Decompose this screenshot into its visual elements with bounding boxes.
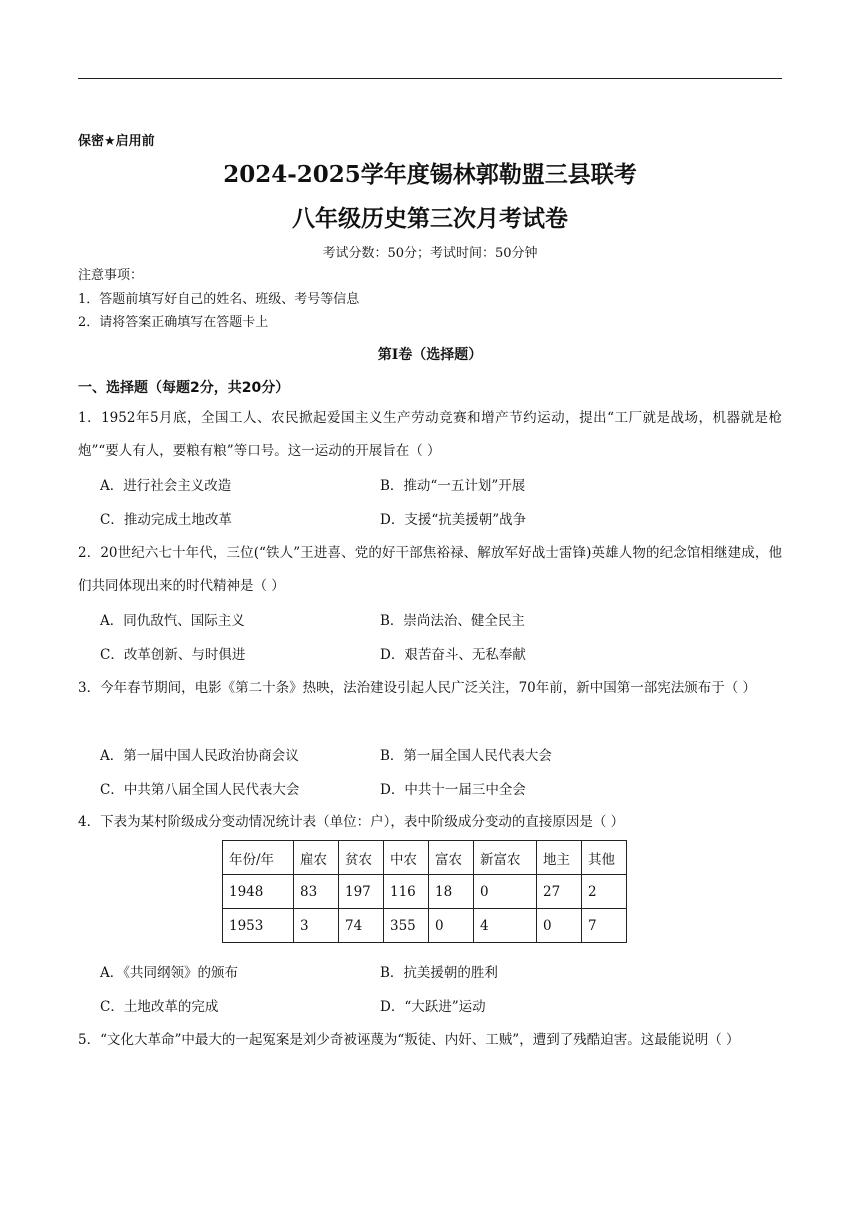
table-header-cell: 新富农 bbox=[474, 841, 537, 875]
question-4-option-d[interactable]: D．“大跃进”运动 bbox=[380, 999, 486, 1015]
table-header-cell: 雇农 bbox=[294, 841, 339, 875]
table-cell: 7 bbox=[582, 909, 627, 943]
question-1-option-d[interactable]: D．支援“抗美援朝”战争 bbox=[380, 512, 527, 528]
question-2-option-b[interactable]: B．崇尚法治、健全民主 bbox=[380, 613, 525, 629]
table-header-cell: 其他 bbox=[582, 841, 627, 875]
table-cell: 1948 bbox=[223, 875, 294, 909]
table-header-cell: 富农 bbox=[429, 841, 474, 875]
question-4-option-b[interactable]: B．抗美援朝的胜利 bbox=[380, 965, 498, 981]
header-rule bbox=[78, 78, 782, 79]
question-5-stem: 5．“文化大革命”中最大的一起冤案是刘少奇被诬蔑为“叛徒、内奸、工贼”，遭到了残酷迫害。这最能说明（ ） bbox=[78, 1032, 740, 1048]
table-header-cell: 贫农 bbox=[339, 841, 384, 875]
question-2-option-c[interactable]: C．改革创新、与时俱进 bbox=[100, 647, 246, 663]
question-1-stem: 1．1952年5月底，全国工人、农民掀起爱国主义生产劳动竞赛和增产节约运动，提出“工厂就是战场，机器就是枪炮”“要人有人，要粮有粮”等口号。这一运动的开展旨在（ ） bbox=[78, 410, 782, 459]
table-cell: 116 bbox=[384, 875, 429, 909]
table-cell: 0 bbox=[429, 909, 474, 943]
table-cell: 4 bbox=[474, 909, 537, 943]
table-row bbox=[223, 875, 627, 909]
question-4-stem: 4．下表为某村阶级成分变动情况统计表（单位：户），表中阶级成分变动的直接原因是（ ） bbox=[78, 814, 625, 830]
part-title: 一、选择题（每题2分，共20分） bbox=[78, 380, 290, 396]
question-1-option-c[interactable]: C．推动完成土地改革 bbox=[100, 512, 232, 528]
notes-heading: 注意事项： bbox=[78, 268, 144, 283]
table-header-cell: 中农 bbox=[384, 841, 429, 875]
question-3-option-b[interactable]: B．第一届全国人民代表大会 bbox=[380, 748, 552, 764]
question-2-option-a[interactable]: A．同仇敌忾、国际主义 bbox=[100, 613, 245, 629]
table-cell: 0 bbox=[474, 875, 537, 909]
question-3-stem: 3．今年春节期间，电影《第二十条》热映，法治建设引起人民广泛关注，70年前，新中国第一部宪法颁布于（ ） bbox=[78, 680, 757, 696]
table-header-cell: 年份/年 bbox=[223, 841, 294, 875]
table-row bbox=[223, 909, 627, 943]
question-4-option-a[interactable]: A．《共同纲领》的颁布 bbox=[100, 965, 238, 981]
table-cell: 18 bbox=[429, 875, 474, 909]
question-3-option-c[interactable]: C．中共第八届全国人民代表大会 bbox=[100, 782, 300, 798]
table-cell: 3 bbox=[294, 909, 339, 943]
table-header-row bbox=[223, 841, 627, 875]
table-cell: 74 bbox=[339, 909, 384, 943]
table-cell: 197 bbox=[339, 875, 384, 909]
question-1-option-a[interactable]: A．进行社会主义改造 bbox=[100, 478, 232, 494]
table-cell: 2 bbox=[582, 875, 627, 909]
question-2-option-d[interactable]: D．艰苦奋斗、无私奉献 bbox=[380, 647, 526, 663]
exam-title-line1: 2024-2025学年度锡林郭勒盟三县联考 bbox=[223, 161, 637, 188]
confidential-label: 保密★启用前 bbox=[78, 134, 155, 149]
table-cell: 1953 bbox=[223, 909, 294, 943]
question-4-option-c[interactable]: C．土地改革的完成 bbox=[100, 999, 219, 1015]
question-1-option-b[interactable]: B．推动“一五计划”开展 bbox=[380, 478, 526, 494]
question-3-option-d[interactable]: D．中共十一届三中全会 bbox=[380, 782, 526, 798]
exam-title-line2: 八年级历史第三次月考试卷 bbox=[292, 205, 568, 232]
class-composition-table bbox=[222, 840, 627, 943]
table-cell: 0 bbox=[537, 909, 582, 943]
table-cell: 355 bbox=[384, 909, 429, 943]
note-item: 1．答题前填写好自己的姓名、班级、考号等信息 bbox=[78, 292, 360, 307]
table-header-cell: 地主 bbox=[537, 841, 582, 875]
exam-info: 考试分数：50分；考试时间：50分钟 bbox=[322, 246, 538, 261]
question-3-option-a[interactable]: A．第一届中国人民政治协商会议 bbox=[100, 748, 299, 764]
question-2-stem: 2．20世纪六七十年代，三位(“铁人”王进喜、党的好干部焦裕禄、解放军好战士雷锋)英雄人物的纪念馆相继建成，他们共同体现出来的时代精神是（ ） bbox=[78, 545, 782, 594]
section-title: 第Ⅰ卷（选择题） bbox=[377, 347, 483, 363]
note-item: 2．请将答案正确填写在答题卡上 bbox=[78, 315, 269, 330]
table-cell: 27 bbox=[537, 875, 582, 909]
table-cell: 83 bbox=[294, 875, 339, 909]
